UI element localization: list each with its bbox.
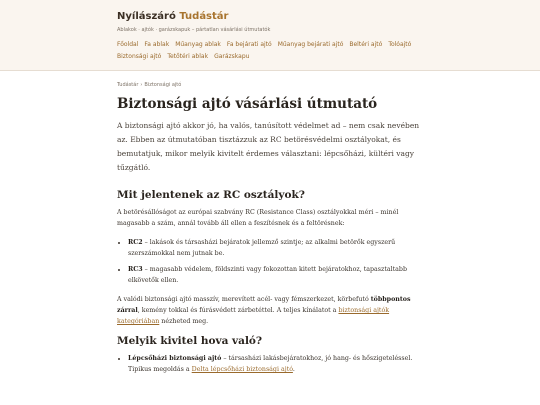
brand-accent: Tudástár [179,11,229,22]
site-logo[interactable] [117,11,228,22]
rc-class-list [117,237,427,286]
rc-outro-paragraph [117,294,427,327]
rc2-text: – lakások és társasházi bejáratok jellemző szintje; az alkalmi betörők egyszerű szerszámokkal nem jutnak be. [128,239,396,257]
nav-item-fa-ablak[interactable]: Fa ablak [144,41,170,48]
rc2-term: RC2 [128,239,143,246]
section-heading-variants: Melyik kivitel hova való? [117,335,263,347]
nav-item-toloajto[interactable]: Tolóajtó [388,41,412,48]
breadcrumb-home[interactable]: Tudástár [117,82,139,88]
site-tagline: Ablakok · ajtók · garázskapuk – pártatlan vásárlási útmutatók [117,27,271,33]
lead-paragraph: A biztonsági ajtó akkor jó, ha valós, tanúsított védelmet ad – nem csak nevében az. Ebben az útmutatóban tisztázzuk az RC betörésvédelmi osztályokat, és bemutatjuk, mikor melyik kivitelt érdemes választani: lépcsőházi, kültéri vagy tűzgátló. [117,121,420,172]
stairwell-end: . [292,366,295,373]
nav-item-biztonsagi-ajto[interactable]: Biztonsági ajtó [117,53,162,60]
nav-item-muanyag-ablak[interactable]: Műanyag ablak [175,41,221,48]
nav-item-fooldal[interactable]: Főoldal [117,41,139,48]
delta-door-link[interactable]: Delta lépcsőházi biztonsági ajtó [191,366,293,373]
breadcrumb-separator: › [140,82,143,88]
main-nav [117,39,457,63]
outro-text-1: A valódi biztonsági ajtó masszív, merevített acél- vagy fémszerkezet, körbefutó [117,296,371,303]
site-header [0,0,540,71]
page-title: Biztonsági ajtó vásárlási útmutató [117,96,378,112]
article [117,78,427,383]
list-item-rc3 [128,264,427,286]
rc3-text: – magasabb védelem, földszinti vagy fokozottan kitett bejáratokhoz, tapasztaltabb elkövetők ellen. [128,266,407,284]
outro-text-3: nézheted meg. [159,318,209,325]
brand-main: Nyílászáró [117,11,176,22]
nav-item-garazskapu[interactable]: Garázskapu [214,53,250,60]
list-item-rc2 [128,237,427,259]
nav-item-belteri-ajto[interactable]: Beltéri ajtó [349,41,383,48]
nav-item-muanyag-bejarati-ajto[interactable]: Műanyag bejárati ajtó [277,41,344,48]
rc-intro-paragraph: A betörésállóságot az európai szabvány RC (Resistance Class) osztályokkal méri – minél magasabb a szám, annál tovább áll ellen a feszítésnek és a feltörésnek: [117,209,399,227]
variant-list [117,353,427,375]
category-link[interactable]: biztonsági ajtók kategóriában [117,307,390,325]
nav-item-fa-bejarati-ajto[interactable]: Fa bejárati ajtó [226,41,272,48]
section-heading-rc-classes: Mit jelentenek az RC osztályok? [117,189,305,201]
rc3-term: RC3 [128,266,143,273]
outro-text-2: , kemény tokkal és fúrásvédett zárbetéttel. A teljes kínálatot a [137,307,339,314]
nav-item-tetoteri-ablak[interactable]: Tetőtéri ablak [167,53,209,60]
stairwell-term: Lépcsőházi biztonsági ajtó [128,355,222,362]
list-item-stairwell-door [128,353,427,375]
stairwell-text: – társasházi lakásbejáratokhoz, jó hang- és hőszigeteléssel. Tipikus megoldás a [128,355,413,373]
breadcrumb-current: Biztonsági ajtó [144,82,182,88]
breadcrumb [117,82,427,88]
outro-bold: többpontos zárral [117,296,411,314]
